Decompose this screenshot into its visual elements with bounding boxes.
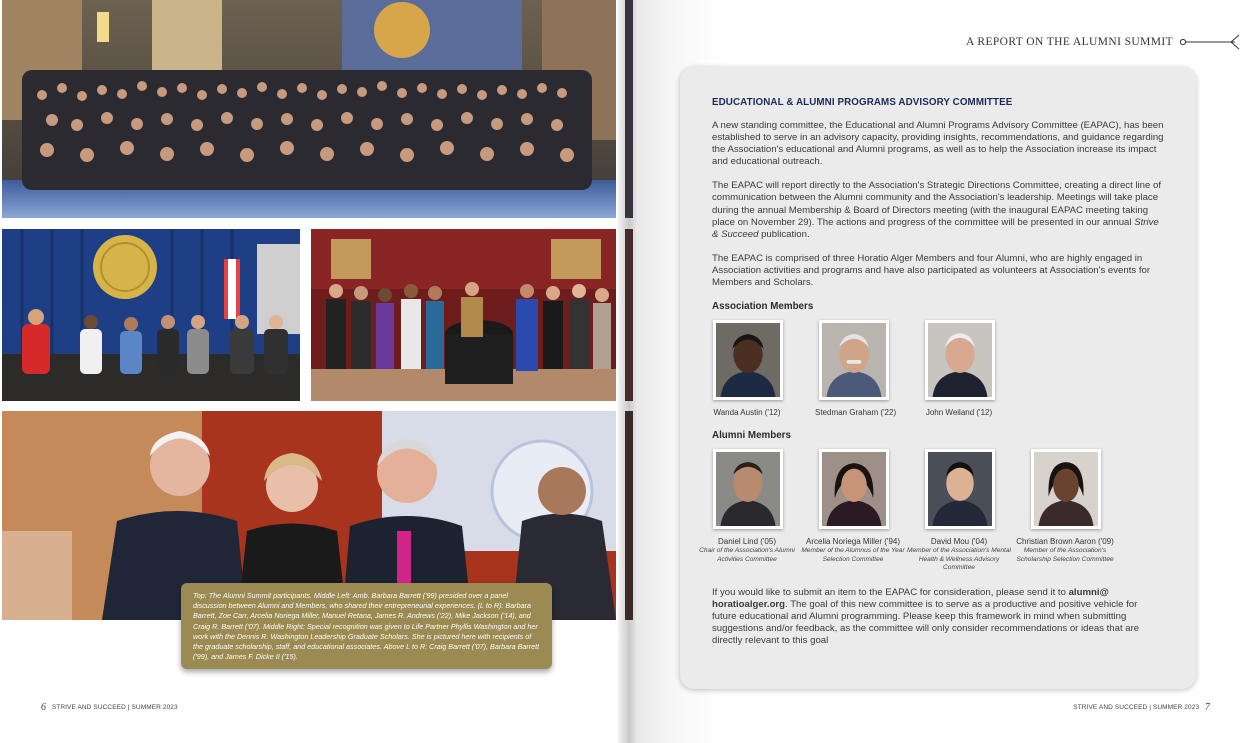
- member-role: Member of the Alumnus of the Year Selection Committee: [801, 547, 905, 563]
- submission-text: If you would like to submit an item to the EAPAC for consideration, please send it to: [712, 586, 1069, 598]
- member-card: [815, 320, 924, 418]
- left-page-number: 6: [41, 702, 47, 713]
- eapac-panel: [680, 67, 1196, 689]
- member-portrait: [819, 449, 889, 529]
- header-ornament-icon: [1179, 34, 1241, 50]
- submission-text-end: . The goal of this new committee is to serve as a productive and positive vehicle for future educational and Alumni programming. Please keep this framework in mind when submitting suggestions and/or feedback, as the committee will only consider recommendations or ideas that are directly relevant to this goal: [712, 599, 1140, 647]
- alumni-members-heading: Alumni Members: [712, 430, 791, 442]
- member-name: Arcelia Noriega Miller ('94): [806, 537, 900, 547]
- association-members-list: [712, 320, 1164, 418]
- right-page: [638, 0, 1247, 743]
- right-folio: [1073, 702, 1210, 713]
- right-page-number: 7: [1204, 702, 1210, 713]
- submission-email-link[interactable]: alumni@ horatioalger.org: [712, 586, 1109, 610]
- member-portrait: [713, 320, 783, 400]
- member-portrait: [925, 320, 995, 400]
- washington-scholars-photo: [311, 229, 616, 401]
- gutter-photo-edge: [625, 229, 633, 401]
- member-name: Daniel Lind ('05): [717, 537, 776, 547]
- gutter-photo-edge: [625, 411, 633, 620]
- member-portrait: [1031, 449, 1101, 529]
- paragraph-reporting-end: publication.: [758, 228, 810, 240]
- running-header: A REPORT ON THE ALUMNI SUMMIT: [966, 36, 1173, 48]
- paragraph-composition: The EAPAC is comprised of three Horatio Alger Members and four Alumni, who are highly engaged in Association activities and programs and have also participated as volunteers at Association's events for Members and Scholars.: [712, 252, 1151, 289]
- alumni-members-list: [699, 449, 1164, 573]
- alumni-summit-group-photo: [2, 0, 616, 218]
- section-title: EDUCATIONAL & ALUMNI PROGRAMS ADVISORY COMMITTEE: [712, 97, 1013, 108]
- paragraph-submission: [712, 587, 1164, 647]
- gutter-photo-edge: [625, 0, 633, 218]
- paragraph-reporting: [712, 180, 1164, 240]
- photo-caption: Top: The Alumni Summit participants. Middle Left: Amb. Barbara Barrett ('99) presided over a panel discussion between Alumni and Members, who shared their entrepreneurial experiences. (L to R): Barbara Barrett, Zoe Carr, Arcelia Noriega Miller, Manuel Retana, James R. Andrews ('22), Mike Jackson ('14), and Craig R. Barrett ('07). Middle Right: Special recognition was given to Life Partner Phyllis Washington and her work with the Dennis R. Washington Leadership Graduate Scholars. She is pictured here with recipients of the graduate scholarship, staff, and educational associates. Above L to R: Craig Barrett ('07), Barbara Barrett ('99), and James F. Dicke II ('15).: [181, 583, 552, 669]
- member-name: David Mou ('04): [930, 537, 988, 547]
- left-folio-text: STRIVE AND SUCCEED | SUMMER 2023: [51, 704, 178, 711]
- member-portrait: [713, 449, 783, 529]
- member-card: [924, 320, 1030, 418]
- member-name: Christian Brown Aaron ('09): [1016, 537, 1114, 547]
- member-role: Member of the Association's Scholarship Selection Committee: [1016, 547, 1114, 563]
- left-folio: [41, 702, 178, 713]
- member-name: Wanda Austin ('12): [713, 408, 781, 418]
- member-name: John Weiland ('12): [925, 408, 993, 418]
- member-portrait: [925, 449, 995, 529]
- member-role: Member of the Association's Mental Health & Wellness Advisory Committee: [907, 547, 1011, 572]
- publication-title: Strive & Succeed: [712, 216, 1159, 240]
- member-card: [712, 320, 818, 418]
- panel-discussion-photo: [2, 229, 300, 401]
- member-name: Stedman Graham ('22): [815, 408, 897, 418]
- paragraph-reporting-text: The EAPAC will report directly to the Association's Strategic Directions Committee, creating a direct line of communication between the Alumni community and the Association's leadership. Meetings will take place during the annual Membership & Board of Directors meeting (with the inaugural EAPAC meeting taking place on November 29). The actions and progress of the committee will be presented in our annual: [712, 180, 1162, 228]
- right-folio-text: STRIVE AND SUCCEED | SUMMER 2023: [1073, 704, 1200, 711]
- member-portrait: [819, 320, 889, 400]
- paragraph-intro: A new standing committee, the Educational and Alumni Programs Advisory Committee (EAPAC), has been established to serve in an advisory capacity, providing insights, recommendations, and guidance regarding the Association's educational and Alumni programs, as well as to help the Association increase its impact and educational outreach.: [712, 120, 1164, 168]
- member-role: Chair of the Association's Alumni Activities Committee: [699, 547, 795, 563]
- member-card: [1016, 449, 1136, 573]
- association-members-heading: Association Members: [712, 301, 814, 313]
